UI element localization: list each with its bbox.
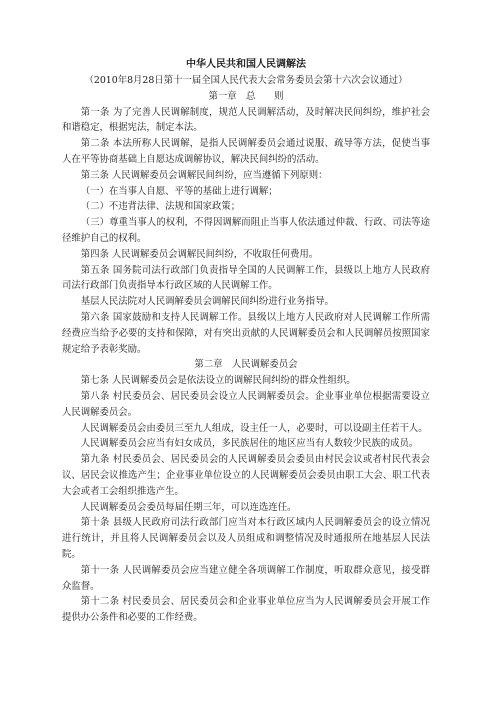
article-paragraph-17: 第十条 县级人民政府司法行政部门应当对本行政区域内人民调解委员会的设立情况进行统计，并且将人民调解委员会以及人员组成和调整情况及时通报所在地基层人民法院。 bbox=[62, 517, 430, 560]
article-paragraph-14: 人民调解委员会应当有妇女成员，多民族居住的地区应当有人数较少民族的成员。 bbox=[80, 438, 419, 450]
document-subtitle: （2010年8月28日第十一届全国人民代表大会常务委员会第十六次会议通过） bbox=[84, 75, 408, 86]
article-paragraph-5: （二）不违背法律、法规和国家政策； bbox=[80, 201, 241, 213]
article-paragraph-2: 第二条 本法所称人民调解，是指人民调解委员会通过说服、疏导等方法，促使当事人在平等协商基础上自愿达成调解协议，解决民间纠纷的活动。 bbox=[62, 138, 430, 165]
article-paragraph-18: 第十一条 人民调解委员会应当建立健全各项调解工作制度，听取群众意见，接受群众监督。 bbox=[62, 564, 430, 592]
article-paragraph-6: （三）尊重当事人的权利，不得因调解而阻止当事人依法通过仲裁、行政、司法等途径维护自己的权利。 bbox=[62, 217, 430, 244]
article-paragraph-15: 第九条 村民委员会、居民委员会的人民调解委员会委员由村民会议或者村民代表会议、居民会议推选产生；企业事业单位设立的人民调解委员会委员由职工大会、职工代表大会或者工会组织推选产生。 bbox=[62, 454, 430, 497]
chapter-heading-2: 第二章 人民调解委员会 bbox=[194, 359, 298, 371]
article-paragraph-19: 第十二条 村民委员会、居民委员会和企业事业单位应当为人民调解委员会开展工作提供办公条件和必要的工作经费。 bbox=[62, 596, 430, 624]
article-paragraph-13: 人民调解委员会由委员三至九人组成，设主任一人，必要时，可以设副主任若干人。 bbox=[80, 422, 428, 434]
article-paragraph-1: 第一条 为了完善人民调解制度，规范人民调解活动，及时解决民间纠纷，维护社会和谐稳定，根据宪法，制定本法。 bbox=[62, 106, 430, 134]
document-body bbox=[62, 89, 430, 626]
article-paragraph-10: 第六条 国家鼓励和支持人民调解工作。县级以上地方人民政府对人民调解工作所需经费应当给予必要的支持和保障，对有突出贡献的人民调解委员会和人民调解员按照国家规定给予表彰奖励。 bbox=[62, 311, 430, 355]
article-paragraph-7: 第四条 人民调解委员会调解民间纠纷，不收取任何费用。 bbox=[80, 248, 319, 260]
article-paragraph-4: （一）在当事人自愿、平等的基础上进行调解； bbox=[80, 185, 278, 197]
article-paragraph-8: 第五条 国务院司法行政部门负责指导全国的人民调解工作，县级以上地方人民政府司法行政部门负责指导本行政区域的人民调解工作。 bbox=[62, 264, 430, 292]
article-paragraph-16: 人民调解委员会委员每届任期三年，可以连选连任。 bbox=[80, 501, 297, 513]
article-paragraph-3: 第三条 人民调解委员会调解民间纠纷，应当遵循下列原则： bbox=[80, 169, 328, 181]
article-paragraph-9: 基层人民法院对人民调解委员会调解民间纠纷进行业务指导。 bbox=[80, 296, 334, 308]
article-paragraph-12: 第八条 村民委员会、居民委员会设立人民调解委员会。企业事业单位根据需要设立人民调解委员会。 bbox=[62, 390, 430, 418]
document-title: 中华人民共和国人民调解法 bbox=[186, 59, 306, 70]
document-page bbox=[62, 59, 430, 626]
article-paragraph-11: 第七条 人民调解委员会是依法设立的调解民间纠纷的群众性组织。 bbox=[80, 375, 356, 387]
chapter-heading-1: 第一章 总 则 bbox=[208, 90, 284, 102]
